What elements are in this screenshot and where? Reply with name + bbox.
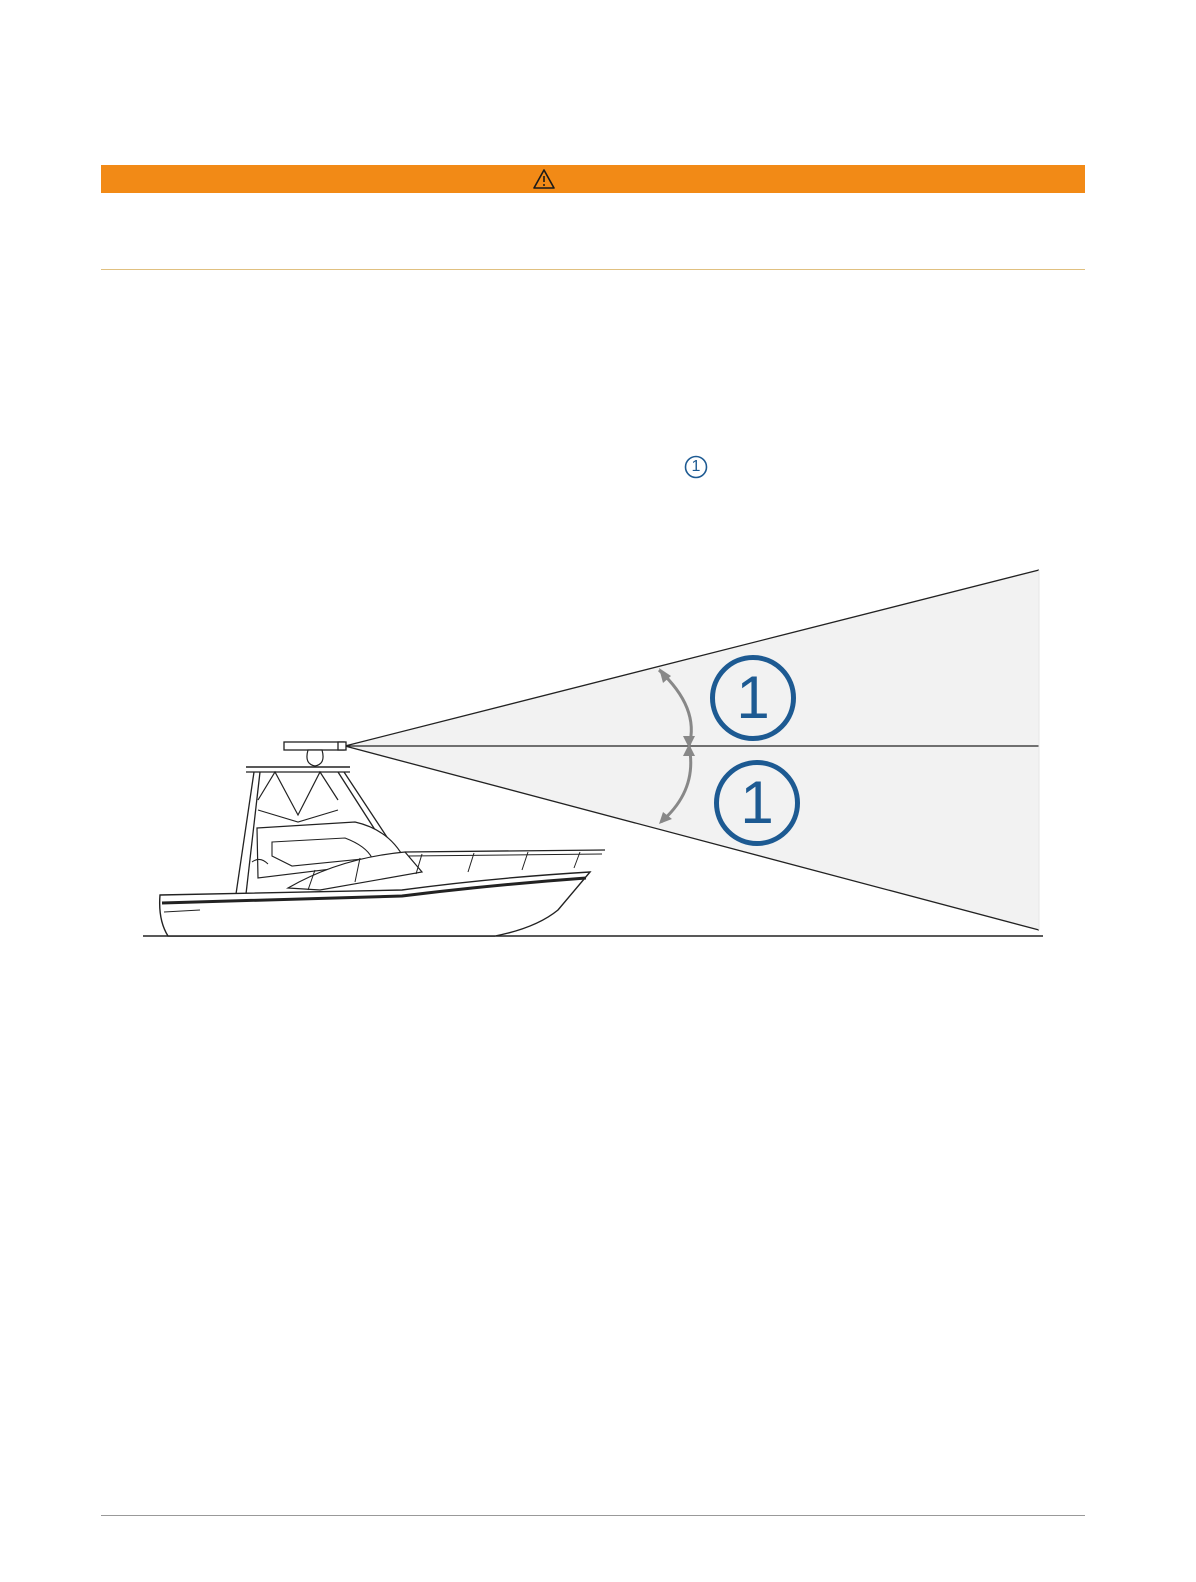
inline-callout-1 bbox=[684, 455, 708, 479]
radar-beam-diagram bbox=[140, 560, 1045, 940]
lower-angle-callout-label: 1 bbox=[740, 769, 774, 836]
footer-divider bbox=[101, 1515, 1085, 1516]
warning-banner bbox=[101, 165, 1085, 193]
radar-antenna bbox=[284, 742, 344, 750]
lower-angle-callout bbox=[714, 760, 800, 846]
inline-callout-label: 1 bbox=[691, 458, 701, 475]
upper-angle-callout-label: 1 bbox=[736, 664, 770, 731]
warning-triangle-icon bbox=[532, 168, 556, 190]
boat-radar-beam-illustration bbox=[140, 560, 1045, 940]
upper-angle-callout bbox=[710, 655, 796, 741]
warning-divider bbox=[101, 269, 1085, 270]
radar-pedestal bbox=[307, 750, 323, 766]
